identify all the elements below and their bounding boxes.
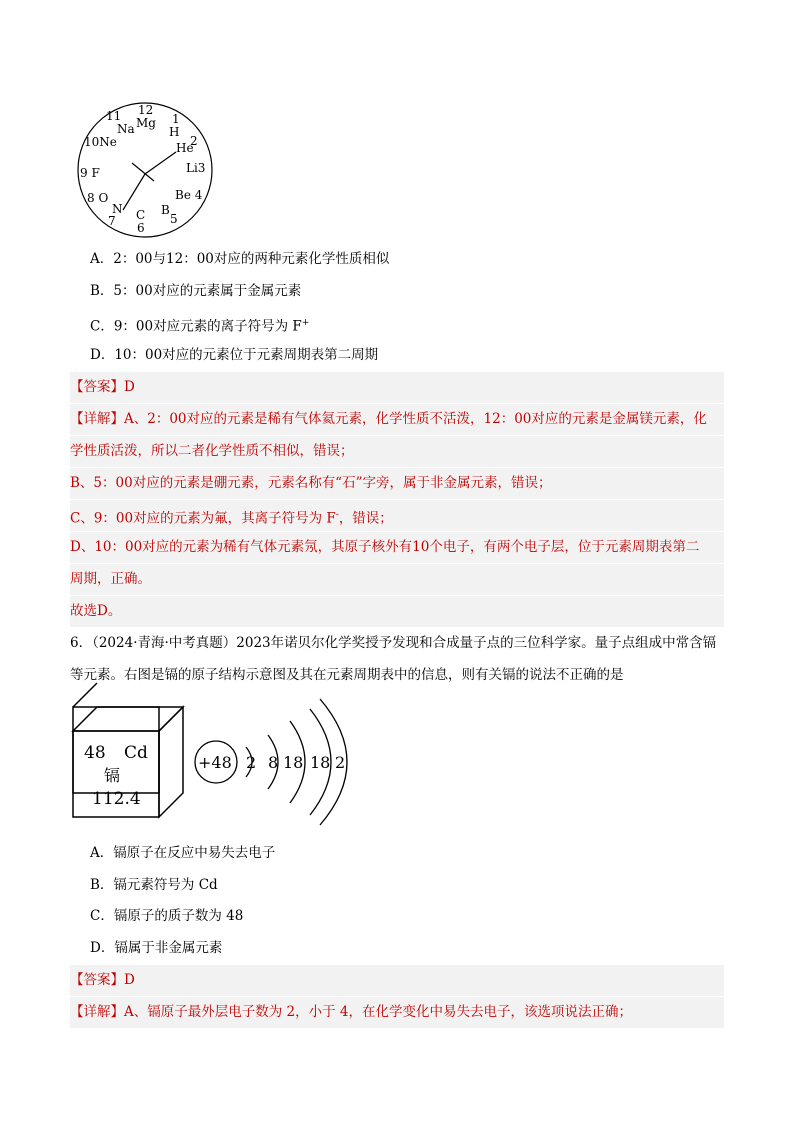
shell-electron-count: 2 bbox=[246, 753, 257, 772]
q5-detail-line: 周期，正确。 bbox=[70, 564, 724, 595]
cadmium-figure bbox=[70, 697, 360, 809]
clock-label: 1 bbox=[172, 112, 180, 126]
q5-detail-line: B、5：00对应的元素是硼元素，元素名称有“石”字旁，属于非金属元素，错误； bbox=[70, 468, 724, 499]
detail-text: C、9：00对应的元素为氟，其离子符号为 F bbox=[70, 510, 336, 527]
q5-detail-line bbox=[70, 404, 724, 435]
answer-value: D bbox=[124, 379, 135, 395]
q6-option-d: D．镉属于非金属元素 bbox=[90, 940, 223, 956]
clock-label: C bbox=[136, 208, 146, 222]
q5-detail-line bbox=[70, 500, 724, 531]
clock-label: B bbox=[161, 203, 170, 217]
clock-label: 2 bbox=[190, 134, 198, 148]
detail-text: A、2：00对应的元素是稀有气体氦元素，化学性质不活泼，12：00对应的元素是金属镁元素，化 bbox=[124, 411, 707, 427]
q5-detail-line: D、10：00对应的元素为稀有气体元素氖，其原子核外有10个电子，有两个电子层，位于元素周期表第二 bbox=[70, 532, 724, 563]
answer-tag: 【答案】 bbox=[70, 379, 124, 395]
clock-label: N bbox=[112, 202, 123, 216]
q5-option-c bbox=[90, 308, 710, 339]
q5-conclusion: 故选D。 bbox=[70, 596, 724, 627]
hour-hand bbox=[123, 174, 145, 210]
clock-label: 6 bbox=[137, 221, 145, 235]
q6-option-a: A．镉原子在反应中易失去电子 bbox=[90, 845, 276, 861]
q5-detail-line: 学性质活泼，所以二者化学性质不相似，错误； bbox=[70, 436, 724, 467]
detail-text: A、镉原子最外层电子数为 2，小于 4，在化学变化中易失去电子，该选项说法正确； bbox=[124, 1004, 633, 1020]
shell-electron-count: 18 bbox=[283, 753, 304, 772]
q5-option-a: A．2：00与12：00对应的两种元素化学性质相似 bbox=[90, 251, 390, 267]
q5-option-c-superscript: + bbox=[301, 318, 310, 328]
q6-stem-line: 等元素。右图是镉的原子结构示意图及其在元素周期表中的信息，则有关镉的说法不正确的是 bbox=[70, 667, 624, 683]
cube-side bbox=[159, 707, 183, 817]
atomic-mass: 112.4 bbox=[92, 789, 141, 809]
element-symbol: Cd bbox=[124, 743, 148, 763]
clock-label: He bbox=[176, 141, 194, 155]
element-name: 镉 bbox=[104, 766, 121, 785]
clock-label: Na bbox=[117, 122, 135, 136]
clock-label: Mg bbox=[136, 116, 156, 130]
q6-detail-line bbox=[70, 997, 724, 1028]
answer-value: D bbox=[124, 972, 135, 988]
q6-stem-line: 6．（2024·青海·中考真题）2023年诺贝尔化学奖授予发现和合成量子点的三位科学家。量子点组成中常含镉 bbox=[70, 635, 717, 651]
q5-option-c-text: C．9：00对应元素的离子符号为 F bbox=[90, 318, 302, 335]
shell-electron-count: 18 bbox=[310, 753, 331, 772]
detail-tag: 【详解】 bbox=[70, 1004, 124, 1020]
clock-label: 7 bbox=[108, 214, 116, 228]
nucleus-charge: +48 bbox=[198, 753, 232, 772]
detail-tag: 【详解】 bbox=[70, 411, 124, 427]
clock-label: 10Ne bbox=[84, 135, 117, 149]
q5-answer bbox=[70, 372, 724, 403]
atomic-number: 48 bbox=[84, 743, 106, 763]
clock-label: Li3 bbox=[186, 161, 206, 175]
detail-text: ，错误； bbox=[338, 510, 393, 527]
q5-option-d: D．10：00对应的元素位于元素周期表第二周期 bbox=[90, 347, 379, 363]
detail-superscript: - bbox=[335, 510, 339, 520]
clock-label: 9 F bbox=[80, 166, 100, 180]
answer-tag: 【答案】 bbox=[70, 972, 124, 988]
q6-option-b: B．镉元素符号为 Cd bbox=[90, 877, 218, 893]
minute-hand bbox=[145, 152, 176, 174]
shell-electron-count: 2 bbox=[335, 753, 346, 772]
clock-label: 12 bbox=[138, 103, 154, 117]
clock-label: Be 4 bbox=[175, 188, 203, 202]
q6-option-c: C．镉原子的质子数为 48 bbox=[90, 908, 244, 924]
cube-top bbox=[73, 707, 183, 731]
clock-label: H bbox=[169, 125, 180, 139]
shell-electron-count: 8 bbox=[268, 753, 279, 772]
q5-option-b: B．5：00对应的元素属于金属元素 bbox=[90, 283, 302, 299]
clock-label: 8 O bbox=[87, 191, 109, 205]
clock-label: 5 bbox=[170, 212, 178, 226]
clock-label: 11 bbox=[106, 109, 122, 123]
q6-answer bbox=[70, 965, 724, 996]
element-clock-diagram bbox=[70, 97, 220, 242]
